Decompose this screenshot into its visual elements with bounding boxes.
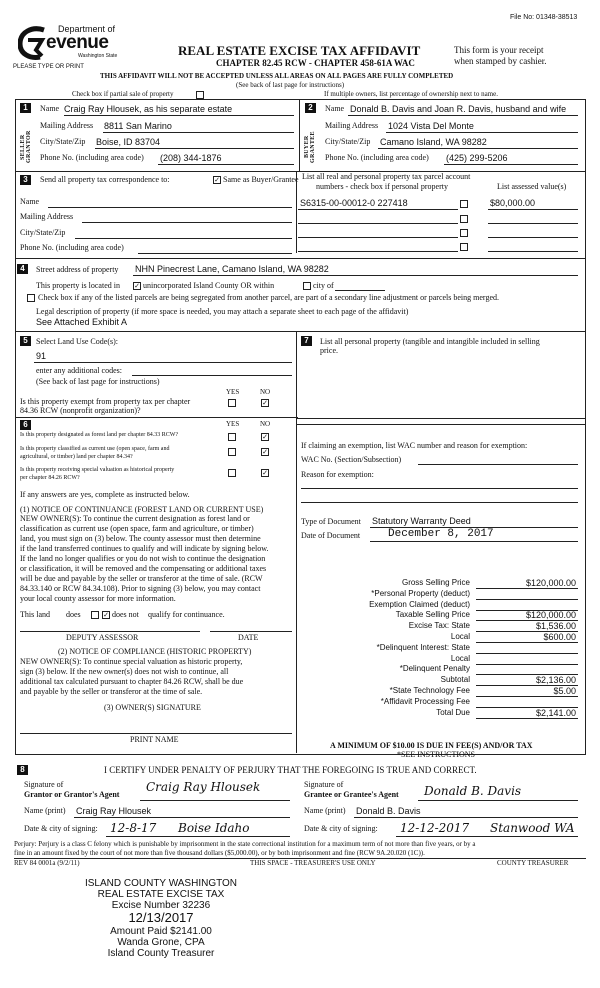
- grantee-city-field[interactable]: Stanwood WA: [490, 821, 575, 835]
- parcel-2-personal-checkbox[interactable]: [460, 215, 468, 223]
- historic-no-checkbox[interactable]: ✓: [262, 469, 268, 477]
- grantor-city-field[interactable]: Boise Idaho: [178, 821, 250, 835]
- divider-row-3: [15, 171, 586, 172]
- doc-date-field[interactable]: December 8, 2017: [388, 528, 494, 540]
- reason-line-2: [301, 502, 578, 503]
- please-type: PLEASE TYPE OR PRINT: [13, 64, 84, 70]
- logo-line2: evenue: [46, 32, 109, 53]
- current-use-no-checkbox[interactable]: ✓: [262, 448, 268, 456]
- notice-continuance-title: (1) NOTICE OF CONTINUANCE (FOREST LAND OR CURRENT USE): [20, 505, 264, 514]
- parcel-4-personal-checkbox[interactable]: [460, 243, 468, 251]
- tax-row-label: *Delinquent Penalty: [399, 664, 470, 674]
- print-name-line: [20, 733, 292, 734]
- file-number: File No: 01348-38513: [510, 14, 578, 21]
- tax-row-label: *Delinquent Interest: State: [376, 642, 470, 652]
- any-yes-note: If any answers are yes, complete as instructed below.: [20, 490, 190, 499]
- partial-sale-label: Check box if partial sale of property: [72, 90, 174, 98]
- parcel-line-4: [298, 251, 458, 252]
- tax-row-value[interactable]: $120,000.00: [525, 578, 576, 588]
- divider-row-4: [15, 258, 586, 259]
- notice-compliance-title: (2) NOTICE OF COMPLIANCE (HISTORIC PROPERTY): [58, 647, 252, 656]
- deputy-assessor-line: [20, 631, 200, 632]
- qualify-label: qualify for continuance.: [148, 610, 225, 619]
- forest-no-checkbox[interactable]: ✓: [262, 433, 268, 441]
- divider-row-6: [15, 417, 298, 418]
- tax-row-label: *State Technology Fee: [389, 686, 470, 695]
- seller-city-field[interactable]: Boise, ID 83704: [96, 137, 161, 147]
- divider-row-5: [15, 331, 586, 332]
- buyer-city-line: [378, 148, 578, 149]
- corr-name-line: [48, 207, 292, 208]
- wac-number-label: WAC No. (Section/Subsection): [301, 455, 402, 464]
- segregated-checkbox[interactable]: [27, 294, 35, 302]
- legal-description-field[interactable]: See Attached Exhibit A: [36, 317, 128, 327]
- seller-city-line: [95, 148, 294, 149]
- partial-sale-checkbox[interactable]: [196, 91, 204, 99]
- street-address-label: Street address of property: [36, 265, 119, 274]
- assessed-line-4: [488, 251, 578, 252]
- forest-land-question: Is this property designated as forest land per chapter 84.33 RCW?: [20, 432, 179, 438]
- divider-col-5-7: [296, 331, 297, 753]
- rev-number: REV 84 0001a (9/2/11): [14, 859, 80, 867]
- corr-name-label: Name: [20, 197, 40, 206]
- assessed-line-2: [488, 223, 578, 224]
- notice-line: classification as current use (open space, farm and agriculture, or timber): [20, 524, 254, 533]
- grantee-name-field[interactable]: Donald B. Davis: [356, 806, 421, 816]
- tax-row-line: [476, 718, 578, 719]
- seller-name-label: Name: [40, 104, 60, 113]
- section-7-number: 7: [301, 336, 312, 346]
- print-name-label: PRINT NAME: [130, 735, 179, 744]
- grantee-signature[interactable]: Donald B. Davis: [424, 784, 522, 798]
- send-correspondence-label: Send all property tax correspondence to:: [40, 175, 170, 184]
- located-choice: unincorporated Island County OR within: [143, 281, 275, 290]
- parcel-header-2: numbers - check box if personal property: [316, 182, 448, 191]
- land-use-label: Select Land Use Code(s):: [36, 337, 118, 346]
- grantor-date-field[interactable]: 12-8-17: [110, 821, 157, 835]
- seller-city-label: City/State/Zip: [40, 137, 86, 146]
- tax-row-value[interactable]: $2,136.00: [535, 675, 576, 686]
- grantor-name-field[interactable]: Craig Ray Hlousek: [76, 806, 152, 816]
- buyer-name-label: Name: [325, 104, 345, 113]
- buyer-city-label: City/State/Zip: [325, 137, 371, 146]
- section-6-number: 6: [20, 420, 31, 430]
- city-of-label: city of: [313, 281, 334, 290]
- personal-property-label-1: List all personal property (tangible and intangible included in selling: [320, 337, 540, 346]
- assessed-header: List assessed value(s): [497, 182, 567, 191]
- perjury-line-1: Perjury: Perjury is a class C felony which is punishable by imprisonment in the state correctional institution for a maximum term of not more than five years, or by a: [14, 840, 476, 848]
- multiple-owners-note: If multiple owners, list percentage of ownership next to name.: [324, 90, 498, 98]
- assessed-value-field[interactable]: $80,000.00: [490, 198, 536, 208]
- same-as-buyer-label: Same as Buyer/Grantee: [223, 175, 299, 184]
- personal-property-bottom-line-2: [296, 424, 586, 425]
- additional-codes-label: enter any additional codes:: [36, 366, 122, 375]
- deputy-assessor-label: DEPUTY ASSESSOR: [66, 633, 139, 642]
- exemption-claim-label: If claiming an exemption, list WAC number and reason for exemption:: [301, 441, 528, 450]
- corr-mail-label: Mailing Address: [20, 212, 74, 221]
- tax-row-value[interactable]: $2,141.00: [535, 707, 576, 718]
- assessed-line-1: [488, 209, 578, 210]
- grantor-name-line: [74, 817, 290, 818]
- parcel-1-personal-checkbox[interactable]: [460, 200, 468, 208]
- minimum-due-note: A MINIMUM OF $10.00 IS DUE IN FEE(S) AND/OR TAX: [330, 741, 533, 750]
- section-1-number: 1: [20, 103, 31, 113]
- stamp-line-2: REAL ESTATE EXCISE TAX: [97, 889, 225, 900]
- grantor-name-label: Name (print): [24, 806, 66, 815]
- seller-mail-field[interactable]: 8811 San Marino: [104, 121, 172, 131]
- grantee-date-field[interactable]: 12-12-2017: [400, 821, 470, 835]
- see-back-label: (See back of last page for instructions): [36, 377, 160, 386]
- section-8-number: 8: [17, 765, 28, 775]
- tax-row-label: *Personal Property (deduct): [371, 588, 470, 598]
- tax-row-label: Total Due: [436, 707, 470, 717]
- tax-row-value[interactable]: $5.00: [553, 686, 576, 696]
- parcel-line-1: [298, 209, 458, 210]
- does-not-qualify-checkbox[interactable]: ✓: [103, 611, 109, 619]
- revenue-logo-icon: [18, 26, 48, 60]
- notice-line: If the land no longer qualifies or you do not wish to continue the designation: [20, 554, 266, 563]
- does-not-label: does not: [112, 610, 139, 619]
- city-of-checkbox[interactable]: [303, 282, 311, 290]
- land-use-line: [34, 362, 292, 363]
- form-subtitle: CHAPTER 82.45 RCW - CHAPTER 458-61A WAC: [216, 58, 415, 68]
- tax-row-line: [476, 599, 578, 600]
- corr-city-label: City/State/Zip: [20, 228, 66, 237]
- doc-date-line: [370, 541, 578, 542]
- tax-row-label: *Affidavit Processing Fee: [380, 696, 470, 706]
- grantee-date-label: Date & city of signing:: [304, 824, 378, 833]
- treasurer-stamp: [76, 878, 246, 968]
- stamp-line-4: 12/13/2017: [128, 910, 194, 925]
- assessed-line-3: [488, 237, 578, 238]
- seller-phone-field[interactable]: (208) 344-1876: [160, 153, 222, 163]
- section-2-number: 2: [305, 103, 316, 113]
- exempt-question-1: Is this property exempt from property tax per chapter: [20, 397, 191, 406]
- notice-line: additional tax calculated pursuant to chapter 84.26 RCW, shall be due: [20, 677, 244, 686]
- notice-line: NEW OWNER(S): To continue special valuation as historic property,: [20, 657, 243, 666]
- exempt-no-checkbox[interactable]: ✓: [262, 399, 268, 407]
- see-instructions-note: *SEE INSTRUCTIONS: [397, 750, 476, 759]
- corr-city-line: [75, 238, 292, 239]
- reason-label: Reason for exemption:: [301, 470, 374, 479]
- land-use-code-field[interactable]: 91: [36, 351, 47, 361]
- tax-row-line: [476, 642, 578, 643]
- divider-section-3: [296, 171, 297, 253]
- grantee-date-line: [396, 836, 578, 837]
- grantee-name-line: [354, 817, 578, 818]
- owner-signature-label: (3) OWNER(S) SIGNATURE: [104, 703, 201, 712]
- grantee-sig-label-1: Signature of: [304, 780, 344, 789]
- corr-mail-line: [82, 222, 292, 223]
- deputy-date-line: [210, 631, 292, 632]
- section-5-yes: YES: [226, 388, 240, 396]
- tax-row-label: Exemption Claimed (deduct): [369, 599, 470, 609]
- notice-line: or classification, it will be removed and the compensating or additional taxes: [20, 564, 267, 573]
- segregated-label: Check box if any of the listed parcels are being segregated from another parcel, are part of a secondary line adjustment or parcels being merged.: [38, 293, 499, 302]
- grantee-sig-label-2: Grantee or Grantee's Agent: [304, 790, 399, 799]
- section-6-no: NO: [260, 420, 271, 428]
- county-treasurer-label: COUNTY TREASURER: [497, 859, 569, 867]
- historic-yes-checkbox[interactable]: [228, 469, 236, 477]
- legal-description-label: Legal description of property (if more space is needed, you may attach a separate sheet to each page of the affidavit): [36, 307, 409, 316]
- does-label: does: [66, 610, 81, 619]
- grantor-date-label: Date & city of signing:: [24, 824, 98, 833]
- doc-date-label: Date of Document: [301, 531, 361, 540]
- notice-line: if the land transferred continues to qualify and will indicate by signing below.: [20, 544, 269, 553]
- grantor-sig-label-1: Signature of: [24, 780, 64, 789]
- section-5-no: NO: [260, 388, 271, 396]
- section-5-number: 5: [20, 336, 31, 346]
- wac-number-line: [418, 464, 578, 465]
- parcel-header-1: List all real and personal property tax parcel account: [302, 172, 471, 181]
- seller-name-line: [64, 115, 294, 116]
- parcel-number-field[interactable]: S6315-00-00012-0 227418: [300, 198, 408, 208]
- corr-phone-line: [138, 253, 292, 254]
- grantor-sig-line: [140, 800, 290, 801]
- instructions-note: (See back of last page for instructions): [236, 81, 345, 89]
- notice-line: your local county assessor for more information.: [20, 594, 176, 603]
- seller-side-label: SELLER GRANTOR: [20, 130, 32, 164]
- exempt-question-2: 84.36 RCW (nonprofit organization)?: [20, 406, 141, 415]
- buyer-phone-label: Phone No. (including area code): [325, 153, 429, 162]
- stamp-line-5: Amount Paid $2141.00: [110, 926, 212, 937]
- tax-row-label: Taxable Selling Price: [395, 610, 470, 620]
- section-4-number: 4: [17, 264, 28, 274]
- tax-row-line: [476, 653, 578, 654]
- perjury-line-2: fine in an amount fixed by the court of not more than five thousand dollars ($5,000.00), or by both imprisonment and fine (RCW 9A.20.020 (1C)).: [14, 849, 425, 857]
- treasurer-use-label: THIS SPACE - TREASURER'S USE ONLY: [250, 859, 376, 867]
- parcel-line-3: [298, 237, 458, 238]
- tax-row-line: [476, 664, 578, 665]
- stamp-line-7: Island County Treasurer: [107, 948, 215, 959]
- historic-question-2: per chapter 84.26 RCW?: [20, 475, 80, 481]
- current-use-question-1: Is this property classified as current use (open space, farm and: [20, 446, 170, 452]
- notice-line: land, you must sign on (3) below. The county assessor must then determine: [20, 534, 261, 543]
- street-address-field[interactable]: NHN Pinecrest Lane, Camano Island, WA 98282: [135, 264, 329, 274]
- stamp-line-3: Excise Number 32236: [111, 900, 211, 911]
- buyer-phone-line: [444, 164, 578, 165]
- tax-row-label: Subtotal: [440, 675, 470, 685]
- buyer-mail-label: Mailing Address: [325, 121, 379, 130]
- revenue-logo: [16, 22, 126, 66]
- tax-row-label: Gross Selling Price: [401, 578, 470, 587]
- reason-line-1: [301, 488, 578, 489]
- same-as-buyer-checkbox[interactable]: ✓: [214, 176, 220, 184]
- tax-row-value[interactable]: $600.00: [543, 632, 576, 642]
- parcel-3-personal-checkbox[interactable]: [460, 229, 468, 237]
- warning-text: THIS AFFIDAVIT WILL NOT BE ACCEPTED UNLESS ALL AREAS ON ALL PAGES ARE FULLY COMPLETED: [100, 72, 454, 80]
- buyer-mail-field[interactable]: 1024 Vista Del Monte: [388, 121, 474, 131]
- doc-type-field[interactable]: Statutory Warranty Deed: [372, 516, 471, 526]
- receipt-note-1: This form is your receipt: [454, 45, 544, 55]
- corr-phone-label: Phone No. (including area code): [20, 243, 124, 252]
- this-land-label: This land: [20, 610, 50, 619]
- unincorporated-checkbox[interactable]: ✓: [134, 282, 140, 290]
- seller-name-field[interactable]: Craig Ray Hlousek, as his separate estate: [64, 104, 233, 114]
- tax-row-label: Local: [450, 653, 470, 663]
- section-3-number: 3: [20, 175, 31, 185]
- tax-row-line: [476, 696, 578, 697]
- exempt-yes-checkbox[interactable]: [228, 399, 236, 407]
- buyer-side-label: BUYER GRANTEE: [304, 131, 316, 163]
- buyer-mail-line: [386, 132, 578, 133]
- notice-line: sign (3) below. If the new owner(s) does not wish to continue, all: [20, 667, 229, 676]
- located-label: This property is located in: [36, 281, 120, 290]
- tax-row-label: Excise Tax: State: [408, 621, 470, 631]
- notice-line: NEW OWNER(S): To continue the current designation as forest land or: [20, 514, 250, 523]
- logo-line1: Department of: [58, 24, 116, 34]
- notice-line: and payable by the seller or transferor at the time of sale.: [20, 687, 203, 696]
- tax-row-value[interactable]: $120,000.00: [525, 610, 576, 621]
- grantor-signature[interactable]: Craig Ray Hlousek: [146, 780, 261, 794]
- buyer-name-field[interactable]: Donald B. Davis and Joan R. Davis, husband and wife: [350, 104, 567, 114]
- logo-line3: Washington State: [78, 53, 118, 59]
- tax-row-value[interactable]: $1,536.00: [535, 621, 576, 632]
- street-address-line: [133, 275, 578, 276]
- forest-yes-checkbox[interactable]: [228, 433, 236, 441]
- grantor-sig-label-2: Grantor or Grantor's Agent: [24, 790, 120, 799]
- seller-phone-line: [158, 164, 294, 165]
- form-title: REAL ESTATE EXCISE TAX AFFIDAVIT: [178, 43, 421, 58]
- seller-mail-label: Mailing Address: [40, 121, 94, 130]
- does-qualify-checkbox[interactable]: [91, 611, 99, 619]
- receipt-note-2: when stamped by cashier.: [454, 56, 547, 66]
- buyer-phone-field[interactable]: (425) 299-5206: [446, 153, 508, 163]
- personal-property-label-2: price.: [320, 346, 338, 355]
- buyer-city-field[interactable]: Camano Island, WA 98282: [380, 137, 487, 147]
- stamp-line-1: ISLAND COUNTY WASHINGTON: [84, 878, 238, 889]
- stamp-line-6: Wanda Grone, CPA: [117, 937, 205, 948]
- current-use-yes-checkbox[interactable]: [228, 448, 236, 456]
- section-6-yes: YES: [226, 420, 240, 428]
- grantee-sig-line: [418, 800, 578, 801]
- divider-1-2: [299, 99, 300, 171]
- tax-row-line: [476, 588, 578, 589]
- certify-statement: I CERTIFY UNDER PENALTY OF PERJURY THAT THE FOREGOING IS TRUE AND CORRECT.: [104, 765, 477, 775]
- city-of-line: [335, 290, 385, 291]
- seller-mail-line: [103, 132, 294, 133]
- additional-codes-line: [132, 375, 292, 376]
- notice-line: will be due and payable by the seller or transferor at the time of sale. (RCW: [20, 574, 263, 583]
- seller-phone-label: Phone No. (including area code): [40, 153, 144, 162]
- buyer-name-line: [348, 115, 578, 116]
- notice-line: 84.33.140 or RCW 84.34.108). Prior to signing (3) below, you may contact: [20, 584, 261, 593]
- tax-row-label: Local: [450, 632, 470, 641]
- doc-type-label: Type of Document: [301, 517, 361, 526]
- historic-question-1: Is this property receiving special valuation as historical property: [20, 467, 175, 473]
- deputy-date-label: DATE: [238, 633, 259, 642]
- parcel-line-2: [298, 223, 458, 224]
- grantee-name-label: Name (print): [304, 806, 346, 815]
- current-use-question-2: agricultural, or timber) land per chapter 84.34?: [20, 454, 133, 460]
- personal-property-bottom-line: [296, 418, 586, 419]
- grantor-date-line: [106, 836, 290, 837]
